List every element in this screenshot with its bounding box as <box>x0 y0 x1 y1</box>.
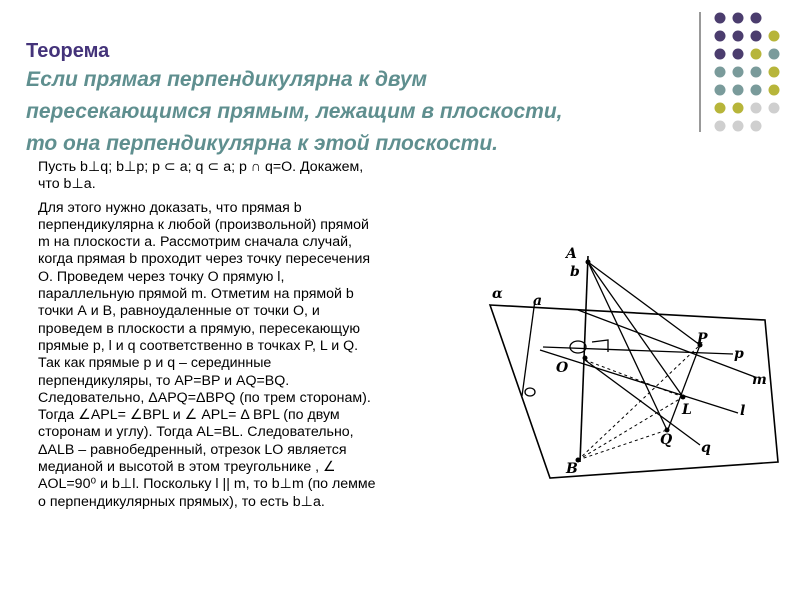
line-a <box>522 300 535 396</box>
proof-line: перпендикуляры, то AP=BP и AQ=BQ. <box>38 372 290 389</box>
segment-AP <box>588 262 700 345</box>
decorative-dot <box>715 31 726 42</box>
decorative-dots <box>712 12 792 132</box>
label-P: P <box>697 331 708 347</box>
decorative-dot <box>715 121 726 132</box>
proof-line: Пусть b⊥q; b⊥p; p ⊂ a; q ⊂ a; p ∩ q=O. Докажем, <box>38 159 364 175</box>
label-A: A <box>566 246 577 262</box>
decorative-dot <box>751 85 762 96</box>
decorative-dot <box>733 85 744 96</box>
decorative-dot <box>715 13 726 24</box>
decorative-dot <box>751 49 762 60</box>
dashed-BQ <box>578 430 667 460</box>
label-a: a <box>533 293 543 309</box>
decorative-dot <box>769 103 780 114</box>
label-b: b <box>570 264 580 280</box>
decorative-dot <box>733 31 744 42</box>
proof-line: Тогда ∠APL= ∠BPL и ∠ APL= Δ BPL (по двум <box>38 407 340 424</box>
proof-line: точки А и В, равноудаленные от точки О, и <box>38 303 320 320</box>
label-Q: Q <box>660 432 673 448</box>
segment-AL <box>588 262 683 397</box>
proof-line: прямые p, l и q соответственно в точках P, L и Q. <box>38 337 359 354</box>
point-O <box>583 356 588 361</box>
label-O: O <box>556 360 569 376</box>
decorative-dot <box>733 13 744 24</box>
decorative-dot <box>733 67 744 78</box>
decorative-dot <box>733 121 744 132</box>
point-L <box>681 395 686 400</box>
line-PQ <box>667 345 700 432</box>
label-L: L <box>682 402 692 418</box>
proof-line: когда прямая b проходит через точку пересечения <box>38 251 371 268</box>
theorem-statement-line: Если прямая перпендикулярна к двум <box>26 68 428 91</box>
decorative-dot <box>733 103 744 114</box>
decorative-dot <box>751 103 762 114</box>
proof-body <box>38 200 488 511</box>
decorative-dot <box>715 67 726 78</box>
proof-line: О. Проведем через точку О прямую l, <box>38 268 285 285</box>
proof-text <box>38 159 488 517</box>
decorative-dot <box>733 49 744 60</box>
proof-line: сторонам и углу). Тогда AL=BL. Следовательно, <box>38 424 354 441</box>
label-B: B <box>566 461 578 477</box>
proof-line: параллельную прямой m. Отметим на прямой b <box>38 286 354 303</box>
slide-title <box>26 38 716 160</box>
proof-line: AOL=90⁰ и b⊥l. Поскольку l || m, то b⊥m (по лемме <box>38 476 376 493</box>
label-q: q <box>701 440 711 456</box>
proof-line: о перпендикулярных прямых), то есть b⊥a. <box>38 493 325 510</box>
decorative-dot <box>751 31 762 42</box>
decorative-dot <box>751 121 762 132</box>
geometry-figure <box>480 232 790 492</box>
decorative-dot <box>769 31 780 42</box>
theorem-statement-line: пересекающимся прямым, лежащим в плоскости, <box>26 100 563 123</box>
circle-mark-a <box>525 388 535 396</box>
decorative-dot <box>751 13 762 24</box>
proof-line: что b⊥a. <box>38 176 96 193</box>
proof-line: Следовательно, ΔAPQ=ΔBPQ (по трем сторонам). <box>38 389 371 406</box>
proof-line: перпендикулярна к любой (произвольной) прямой <box>38 216 369 233</box>
decorative-dot <box>769 67 780 78</box>
proof-line: ΔALB – равнобедренный, отрезок LO является <box>38 441 347 458</box>
proof-line: Для этого нужно доказать, что прямая b <box>38 199 302 216</box>
decorative-dot <box>769 85 780 96</box>
proof-line: медианой и высотой в этом треугольнике , ∠ <box>38 459 336 476</box>
decorative-dot <box>715 49 726 60</box>
segment-AQ <box>588 262 667 430</box>
decorative-dot <box>751 67 762 78</box>
label-alpha: α <box>492 286 503 302</box>
proof-line: проведем в плоскости а прямую, пересекающую <box>38 320 360 337</box>
decorative-dot <box>715 85 726 96</box>
proof-intro <box>38 159 488 194</box>
decorative-dot <box>769 49 780 60</box>
label-p: p <box>734 346 744 362</box>
label-m: m <box>752 372 767 388</box>
proof-line: m на плоскости а. Рассмотрим сначала случай, <box>38 234 352 251</box>
proof-line: Так как прямые p и q – серединные <box>38 355 272 372</box>
point-A <box>586 260 591 265</box>
theorem-heading: Теорема <box>26 40 110 62</box>
theorem-statement-line: то она перпендикулярна к этой плоскости. <box>26 132 499 155</box>
circle-mark-O <box>570 341 586 353</box>
right-angle-mark <box>592 340 608 352</box>
label-l: l <box>740 403 746 419</box>
decorative-dot <box>715 103 726 114</box>
